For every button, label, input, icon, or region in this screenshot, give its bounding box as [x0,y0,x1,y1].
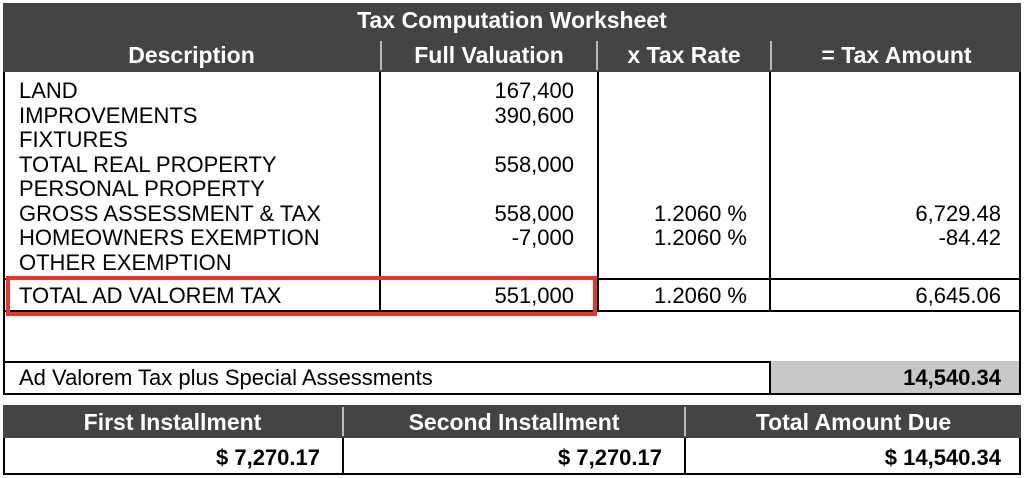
column-divider [597,72,599,312]
total-amount-due-value: $ 14,540.34 [884,445,1001,470]
first-installment-value: $ 7,270.17 [216,445,320,470]
total-row-valuation: 551,000 [494,283,574,308]
column-header-description: Description [128,42,255,68]
detail-amounts [774,79,1001,275]
column-divider [769,72,771,312]
row-amount: 6,729.48 [915,200,1001,226]
row-description: PERSONAL PROPERTY [19,176,265,201]
worksheet-title: Tax Computation Worksheet [357,7,667,33]
row-description: TOTAL REAL PROPERTY [19,151,277,177]
row-valuation: 558,000 [494,200,574,226]
row-amount [774,177,1001,202]
row-rate [600,251,747,276]
total-amount-due-header: Total Amount Due [755,409,952,435]
highlight-box [6,276,597,316]
total-row-amount: 6,645.06 [915,283,1001,308]
column-header-full-valuation: Full Valuation [414,42,564,68]
row-description: LAND [19,78,78,103]
header-divider [770,41,772,70]
detail-valuations [384,79,574,275]
row-rate: 1.2060 % [654,200,747,226]
second-installment-value: $ 7,270.17 [558,445,662,470]
column-header-tax-amount: = Tax Amount [821,42,972,68]
header-divider [380,41,382,70]
row-description: FIXTURES [19,127,128,152]
row-amount [774,251,1001,276]
detail-rates [600,79,747,275]
row-valuation [384,177,574,202]
row-rate [600,128,747,153]
column-header-tax-rate: x Tax Rate [627,42,741,68]
row-valuation: 167,400 [494,78,574,103]
detail-descriptions [19,79,374,275]
special-assessments-amount: 14,540.34 [903,365,1001,390]
row-rate [600,153,747,178]
header-divider [684,407,686,436]
column-divider [684,438,686,475]
special-assessments-label: Ad Valorem Tax plus Special Assessments [19,365,433,390]
row-rate: 1.2060 % [654,225,747,250]
row-amount [774,128,1001,153]
header-divider [342,407,344,436]
row-valuation [384,251,574,276]
row-rate [600,104,747,129]
row-description: GROSS ASSESSMENT & TAX [19,200,321,226]
worksheet-title-bar [3,3,1021,39]
row-valuation [384,128,574,153]
second-installment-header: Second Installment [408,409,620,435]
row-description: IMPROVEMENTS [19,102,198,128]
row-valuation: 390,600 [494,102,574,128]
row-amount [774,104,1001,129]
row-rate [600,177,747,202]
first-installment-header: First Installment [83,409,262,435]
row-valuation: 558,000 [494,151,574,177]
total-row-description: TOTAL AD VALOREM TAX [19,283,282,308]
row-amount [774,79,1001,104]
column-divider [342,438,344,475]
row-amount [774,153,1001,178]
total-row-rate: 1.2060 % [654,283,747,308]
row-rate [600,79,747,104]
header-divider [596,41,598,70]
row-valuation: -7,000 [511,225,574,250]
row-description: OTHER EXEMPTION [19,249,232,275]
row-description: HOMEOWNERS EXEMPTION [19,225,320,250]
row-amount: -84.42 [938,225,1001,250]
